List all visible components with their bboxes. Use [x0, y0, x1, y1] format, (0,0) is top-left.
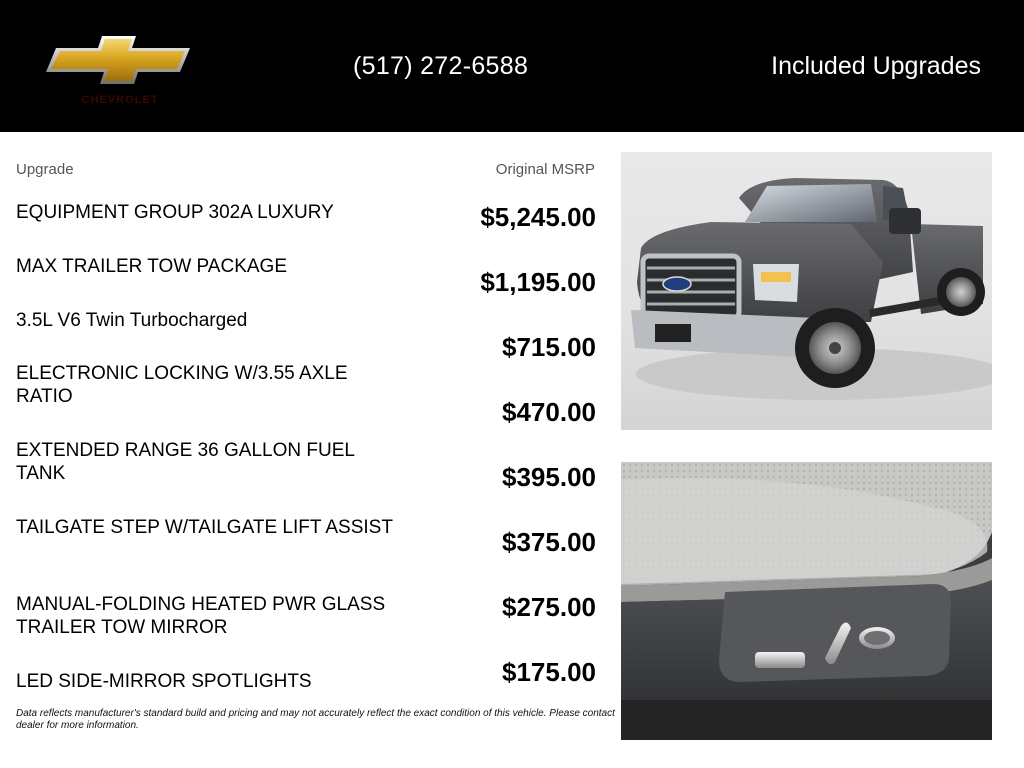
- upgrade-item: EQUIPMENT GROUP 302A LUXURY: [16, 202, 334, 223]
- upgrade-item: TAILGATE STEP W/TAILGATE LIFT ASSIST: [16, 517, 393, 538]
- truck-photo: [621, 152, 992, 430]
- column-header-original-msrp: Original MSRP: [495, 161, 595, 178]
- msrp-price: $275.00: [502, 592, 596, 622]
- page-title: Included Upgrades: [771, 52, 981, 80]
- msrp-price: $470.00: [502, 397, 596, 427]
- msrp-price: $375.00: [502, 527, 596, 557]
- header-bar: [0, 0, 1024, 132]
- msrp-price: $175.00: [502, 657, 596, 687]
- msrp-price: $5,245.00: [480, 202, 596, 232]
- upgrade-item: MAX TRAILER TOW PACKAGE: [16, 256, 287, 277]
- chevrolet-bowtie-logo: [44, 34, 194, 114]
- dealer-phone-number[interactable]: (517) 272-6588: [353, 52, 529, 80]
- upgrade-item: LED SIDE-MIRROR SPOTLIGHTS: [16, 671, 312, 692]
- upgrade-item: 3.5L V6 Twin Turbocharged: [16, 310, 248, 331]
- brand-wordmark: CHEVROLET: [81, 94, 159, 106]
- column-header-upgrade: Upgrade: [16, 161, 74, 178]
- msrp-price: $1,195.00: [480, 267, 596, 297]
- disclaimer-text: Data reflects manufacturer's standard build and pricing and may not accurately reflect the exact condition of this vehicle. Please contact dealer for more information.: [16, 708, 615, 731]
- seat-controls-photo: [621, 462, 992, 740]
- msrp-price: $395.00: [502, 462, 596, 492]
- upgrade-item: MANUAL-FOLDING HEATED PWR GLASS TRAILER TOW MIRROR: [16, 594, 386, 638]
- upgrade-item: EXTENDED RANGE 36 GALLON FUEL TANK: [16, 440, 355, 484]
- msrp-price: $715.00: [502, 332, 596, 362]
- upgrade-item: ELECTRONIC LOCKING W/3.55 AXLE RATIO: [16, 363, 348, 407]
